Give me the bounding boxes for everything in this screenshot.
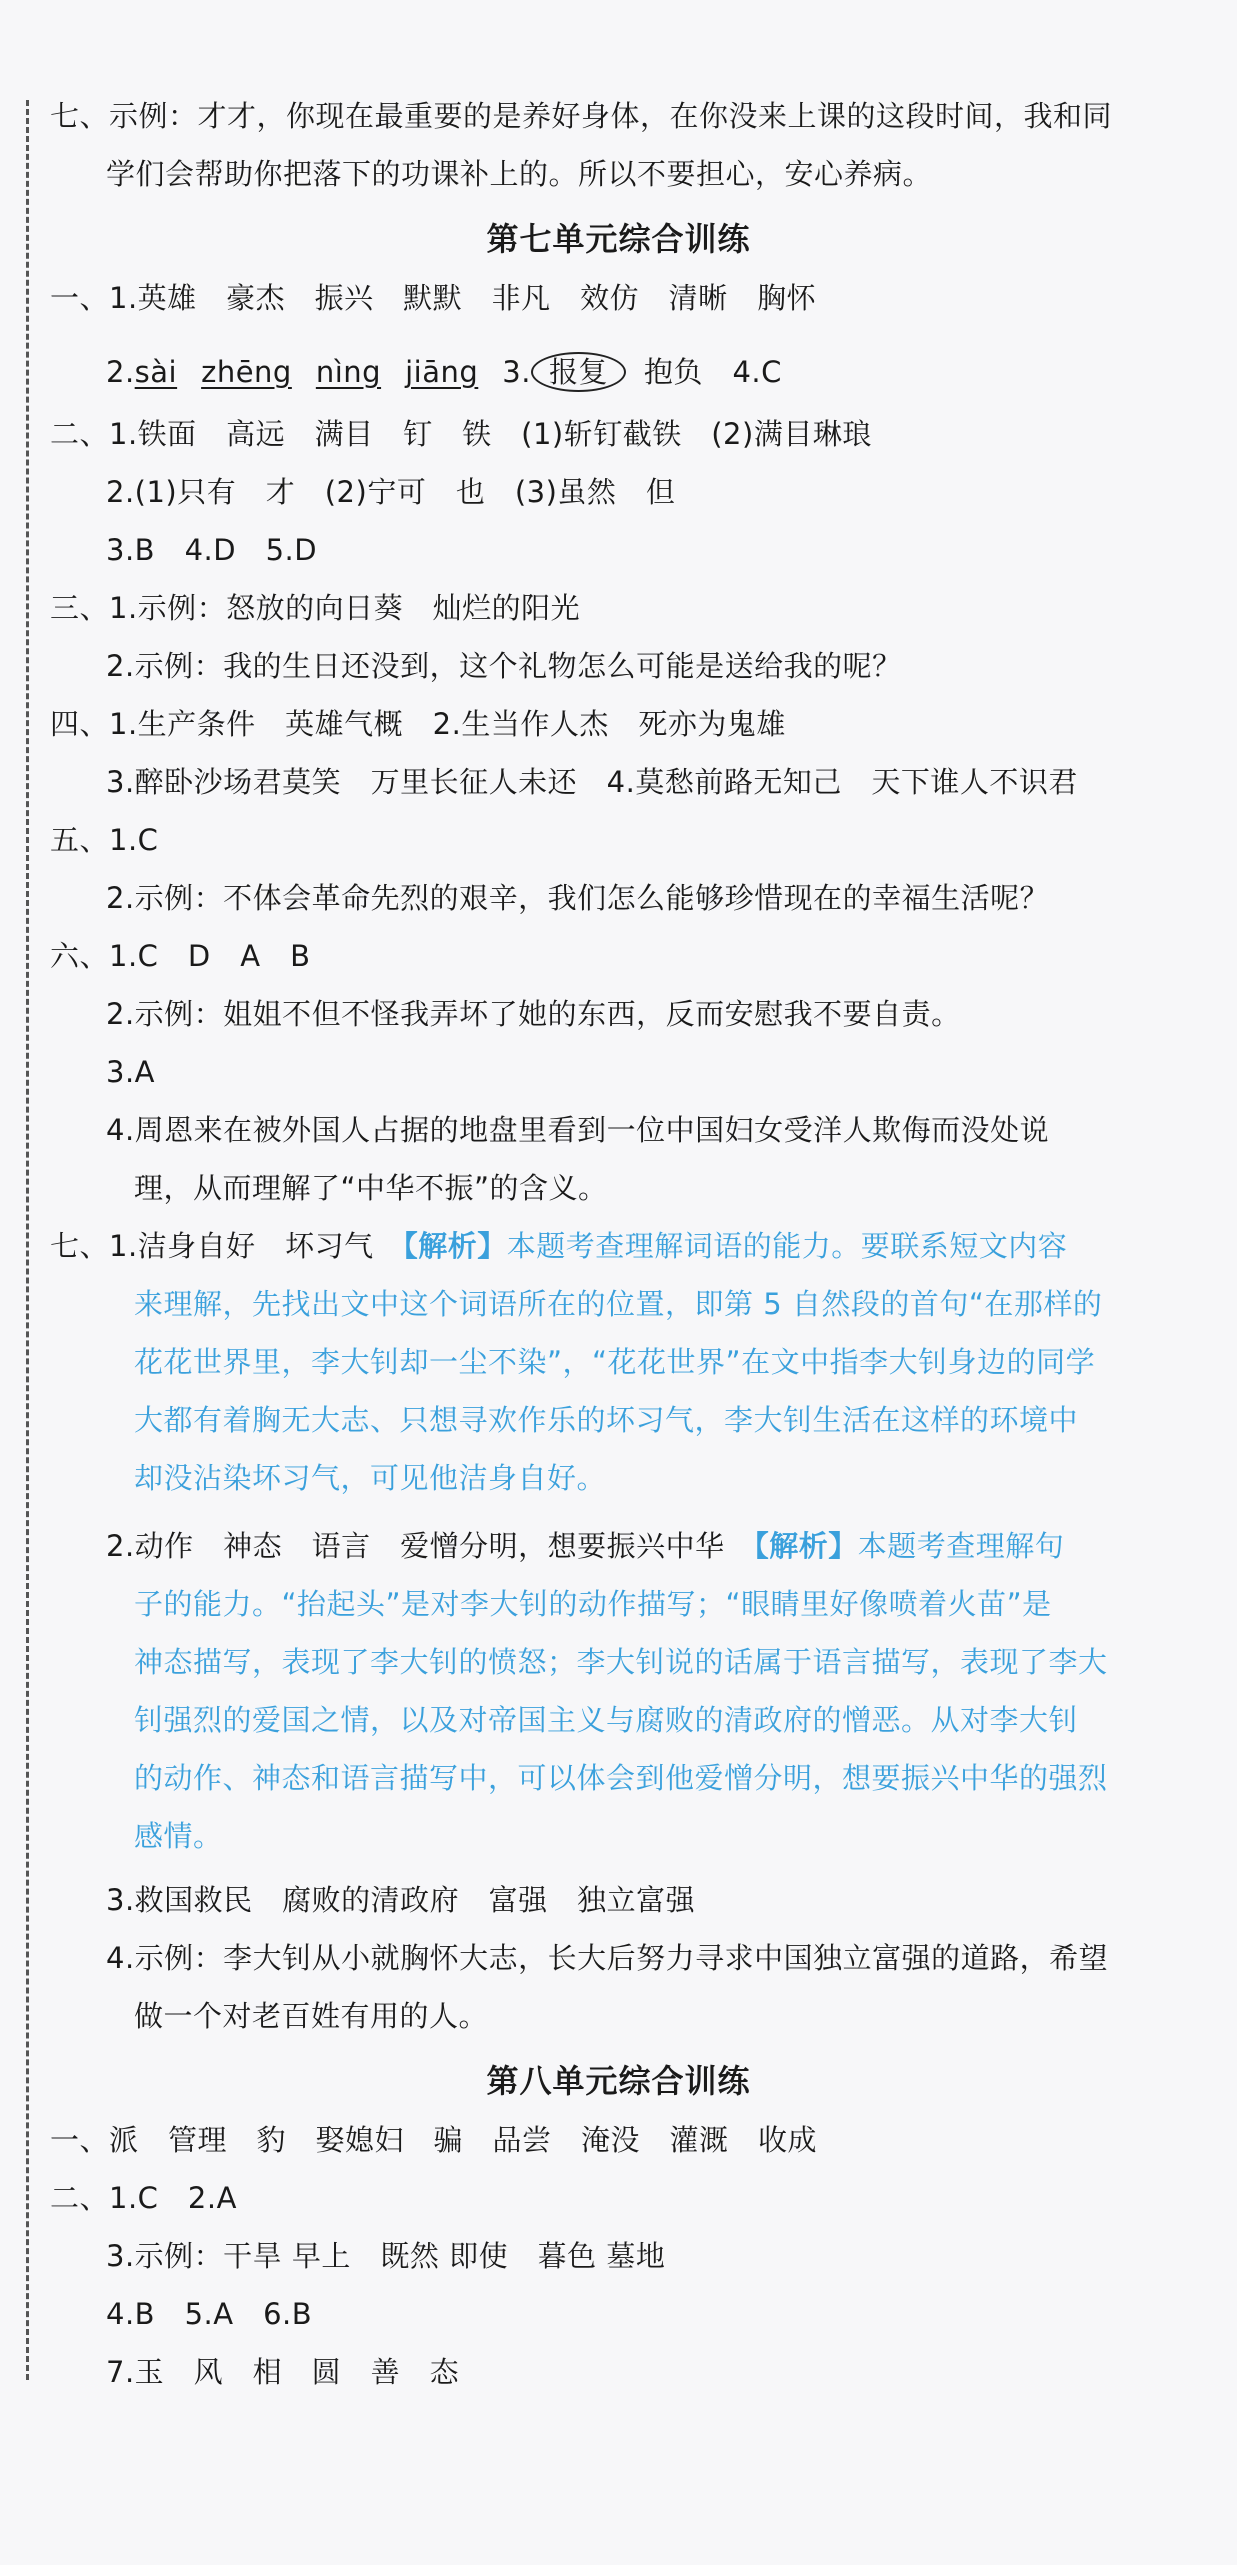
unit7-q1-1: 一、1.英雄 豪杰 振兴 默默 非凡 效仿 清晰 胸怀 [50, 281, 817, 315]
unit7-q6-2: 2.示例：姐姐不但不怪我弄坏了她的东西，反而安慰我不要自责。 [106, 997, 961, 1031]
analysis-1-line3: 花花世界里，李大钊却一尘不染”，“花花世界”在文中指李大钊身边的同学 [134, 1345, 1096, 1379]
unit7-q6-4-line1: 4.周恩来在被外国人占据的地盘里看到一位中国妇女受洋人欺侮而没处说 [106, 1113, 1050, 1147]
unit7-q3-2: 2.示例：我的生日还没到，这个礼物怎么可能是送给我的呢？ [106, 649, 902, 683]
unit7-q5-2: 2.示例：不体会革命先烈的艰辛，我们怎么能够珍惜现在的幸福生活呢？ [106, 881, 1050, 915]
analysis-2-line6: 感情。 [134, 1819, 223, 1853]
unit8-q2-1: 二、1.C 2.A [50, 2181, 237, 2215]
unit7-q6-3: 3.A [106, 1055, 156, 1089]
unit7-q4-1: 四、1.生产条件 英雄气概 2.生当作人杰 死亦为鬼雄 [50, 707, 786, 741]
analysis-1-line4: 大都有着胸无大志、只想寻欢作乐的坏习气，李大钊生活在这样的环境中 [134, 1403, 1079, 1437]
unit7-q2-2: 2.(1)只有 才 (2)宁可 也 (3)虽然 但 [106, 475, 676, 509]
analysis-tag: 【解析】 [403, 1229, 507, 1263]
analysis-2-line2: 子的能力。“抬起头”是对李大钊的动作描写；“眼睛里好像喷着火苗”是 [134, 1587, 1052, 1621]
unit7-q7-3: 3.救国救民 腐败的清政府 富强 独立富强 [106, 1883, 696, 1917]
unit7-q4-3: 3.醉卧沙场君莫笑 万里长征人未还 4.莫愁前路无知己 天下谁人不识君 [106, 765, 1078, 799]
pinyin-zheng: zhēng [201, 355, 292, 389]
pinyin-jiang: jiāng [405, 355, 479, 389]
unit7-q7-1: 七、1.洁身自好 坏习气 【解析】本题考查理解词语的能力。要联系短文内容 [50, 1229, 1068, 1263]
unit7-q7-2: 2.动作 神态 语言 爱憎分明，想要振兴中华 【解析】本题考查理解句 [106, 1529, 1065, 1563]
unit7-q2-1: 二、1.铁面 高远 满目 钉 铁 (1)斩钉截铁 (2)满目琳琅 [50, 417, 872, 451]
unit8-q2-3: 3.示例：干旱 早上 既然 即使 暮色 墓地 [106, 2239, 666, 2273]
unit7-q7-4-line2: 做一个对老百姓有用的人。 [134, 1999, 489, 2033]
analysis-2-line4: 钊强烈的爱国之情，以及对帝国主义与腐败的清政府的憎恶。从对李大钊 [134, 1703, 1079, 1737]
analysis-tag: 【解析】 [754, 1529, 858, 1563]
unit7-q6-1: 六、1.C D A B [50, 939, 311, 973]
unit7-q3-1: 三、1.示例：怒放的向日葵 灿烂的阳光 [50, 591, 581, 625]
analysis-1-line5: 却没沾染坏习气，可见他洁身自好。 [134, 1461, 607, 1495]
section-7-example-line-1: 七、示例：才才，你现在最重要的是养好身体，在你没来上课的这段时间，我和同 [50, 99, 1113, 133]
unit8-q2-4: 4.B 5.A 6.B [106, 2297, 313, 2331]
unit7-q6-4-line2: 理，从而理解了“中华不振”的含义。 [134, 1171, 608, 1205]
pinyin-ning: nìng [315, 355, 382, 389]
unit-8-title: 第八单元综合训练 [486, 2062, 751, 2100]
section-7-example-line-2: 学们会帮助你把落下的功课补上的。所以不要担心，安心养病。 [106, 157, 933, 191]
unit7-q5-1: 五、1.C [50, 823, 159, 857]
unit7-q7-4-line1: 4.示例：李大钊从小就胸怀大志，长大后努力寻求中国独立富强的道路，希望 [106, 1941, 1109, 1975]
circled-answer: 报复 [531, 352, 626, 392]
binding-dashed-line [26, 100, 29, 2380]
unit8-q1: 一、派 管理 豹 娶媳妇 骗 品尝 淹没 灌溉 收成 [50, 2123, 818, 2157]
pinyin-sai: sài [134, 355, 178, 389]
unit7-q1-2: 2.sài zhēng nìng jiāng 3. 报复 抱负 4.C [106, 352, 782, 392]
unit7-q2-3: 3.B 4.D 5.D [106, 533, 318, 567]
analysis-2-line3: 神态描写，表现了李大钊的愤怒；李大钊说的话属于语言描写，表现了李大 [134, 1645, 1108, 1679]
analysis-2-line5: 的动作、神态和语言描写中，可以体会到他爱憎分明，想要振兴中华的强烈 [134, 1761, 1108, 1795]
unit-7-title: 第七单元综合训练 [486, 220, 751, 258]
unit8-q2-7: 7.玉 风 相 圆 善 态 [106, 2355, 460, 2389]
analysis-1-line2: 来理解，先找出文中这个词语所在的位置，即第 5 自然段的首句“在那样的 [134, 1287, 1103, 1321]
